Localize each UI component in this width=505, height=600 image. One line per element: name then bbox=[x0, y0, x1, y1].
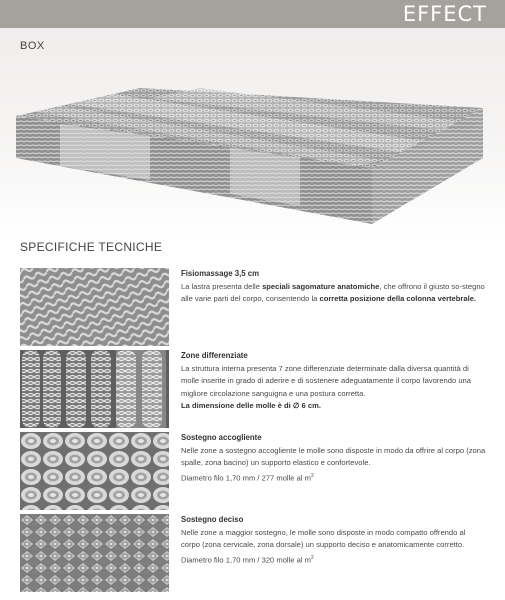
feature-title: Sostegno deciso bbox=[181, 515, 244, 524]
header-bar bbox=[0, 0, 505, 28]
sostegno-deciso-image bbox=[20, 514, 169, 592]
feature-title: Sostegno accogliente bbox=[181, 433, 262, 442]
fisiomassage-description: Fisiomassage 3,5 cm La lastra presenta delle speciali sagomature anatomiche, che offrono il giusto so-stegno alle varie parti del corpo, consentendo la corretta posizione della colonna vertebrale. bbox=[181, 269, 485, 304]
mattress-core-illustration bbox=[0, 28, 505, 240]
brand-title: EFFECT bbox=[402, 2, 487, 26]
fisiomassage-image bbox=[20, 268, 169, 346]
zone-differenziate-description: Zone differenziate La struttura interna presenta 7 zone differenziate determinate dalla diversa quantità di molle inserite in grado di aderire e di sostenere adeguatamente il corpo favorendo una migliore circolazione sanguigna e una postura corretta. La dimensione delle molle è di ∅ 6 cm. bbox=[181, 350, 486, 413]
feature-title: Zone differenziate bbox=[181, 351, 248, 360]
sostegno-deciso-description: Sostegno deciso Nelle zone a maggior sostegno, le molle sono disposte in modo compatto offrendo al corpo (zona cervicale, zona dorsale) un supporto deciso e anatomicamente corretto. Diametro filo 1,70 mm / 320 molle al $m^2$ bbox=[181, 514, 486, 567]
box-label: BOX bbox=[20, 40, 45, 52]
sostegno-accogliente-image bbox=[20, 432, 169, 510]
hero-section bbox=[0, 28, 505, 240]
zone-differenziate-image bbox=[20, 350, 169, 428]
sostegno-accogliente-description: Sostegno accogliente Nelle zone a sostegno accogliente le molle sono disposte in modo da offrire al corpo (zona spalle, zona bacino) un supporto elastico e confortevole. Diametro filo 1,70 mm / 277 molle al $m^2$ bbox=[181, 433, 486, 483]
section-title: SPECIFICHE TECNICHE bbox=[20, 240, 163, 254]
feature-title: Fisiomassage 3,5 cm bbox=[181, 269, 260, 278]
